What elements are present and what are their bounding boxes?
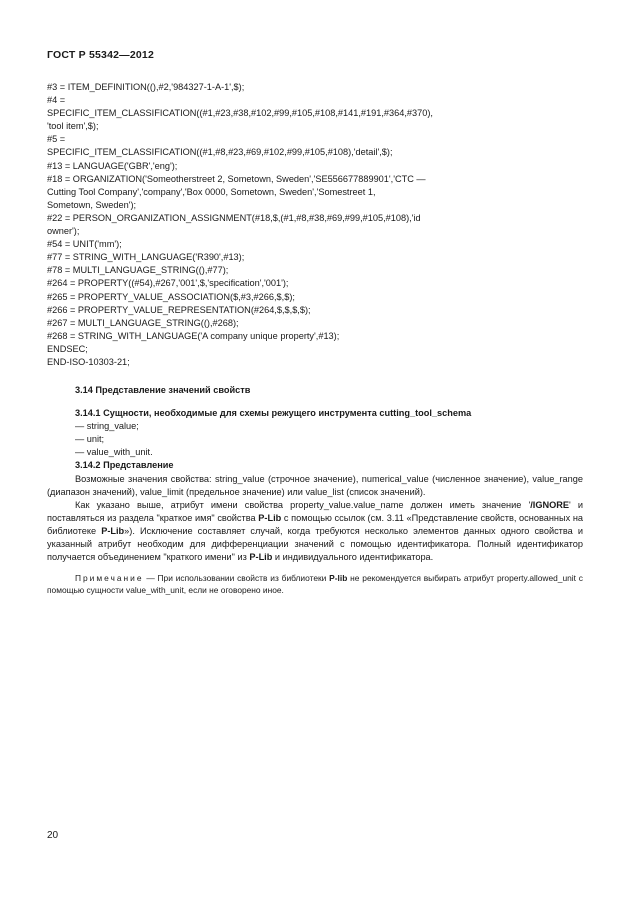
code-line: #265 = PROPERTY_VALUE_ASSOCIATION($,#3,#266,$,$);	[47, 291, 295, 302]
section-3-14-2-title: 3.14.2 Представление	[75, 460, 174, 471]
code-line: #77 = STRING_WITH_LANGUAGE('R390',#13);	[47, 252, 245, 263]
code-line: #78 = MULTI_LANGUAGE_STRING((),#77);	[47, 265, 229, 276]
section-3-14	[47, 384, 583, 596]
section-3-14-1-title: 3.14.1 Сущности, необходимые для схемы режущего инструмента cutting_tool_schema	[75, 408, 472, 419]
code-line: #18 = ORGANIZATION('Someotherstreet 2, Sometown, Sweden','SE556677889901','CTC —	[47, 173, 426, 184]
code-line: 'tool item',$);	[47, 121, 99, 132]
page-header: ГОСТ Р 55342—2012	[47, 49, 155, 61]
code-line: ENDSEC;	[47, 343, 88, 354]
code-line: #22 = PERSON_ORGANIZATION_ASSIGNMENT(#18,$,(#1,#8,#38,#69,#99,#105,#108),'id	[47, 212, 421, 223]
code-line: #264 = PROPERTY((#54),#267,'001',$,'specification','001');	[47, 278, 289, 289]
entity-item: — unit;	[75, 434, 105, 445]
code-line: #266 = PROPERTY_VALUE_REPRESENTATION(#264,$,$,$,$);	[47, 304, 311, 315]
code-line: #5 =	[47, 134, 66, 145]
code-line: #3 = ITEM_DEFINITION((),#2,'984327-1-A-1',$);	[47, 82, 245, 92]
page-number: 20	[47, 830, 59, 841]
code-listing	[47, 81, 587, 369]
section-3-14-title: 3.14 Представление значений свойств	[75, 385, 251, 395]
code-line: #13 = LANGUAGE('GBR','eng');	[47, 160, 178, 171]
code-line: END-ISO-10303-21;	[47, 356, 130, 367]
entity-item: — value_with_unit.	[75, 447, 153, 458]
code-line: SPECIFIC_ITEM_CLASSIFICATION((#1,#8,#23,#69,#102,#99,#105,#108),'detail',$);	[47, 147, 393, 158]
code-line: owner');	[47, 226, 80, 237]
entity-item: — string_value;	[75, 421, 139, 432]
code-line: Sometown, Sweden');	[47, 199, 137, 210]
code-line: #268 = STRING_WITH_LANGUAGE('A company unique property',#13);	[47, 330, 340, 341]
code-line: #4 =	[47, 95, 66, 106]
paragraph-value-name: Как указано выше, атрибут имени свойства property_value.value_name должен иметь значение '/IGNORE' и поставляться из раздела "краткое имя" свойства P-Lib с помощью ссылок (см. 3.11 «Представление свойств, основанных на библиотеке P-Lib»). Исключение составляет случай, когда требуются несколько элементов данных одного свойства и указанный атрибут необходим для дифференциации значений с помощью идентификатора. Полный идентификатор получается объединением "краткого имени" из P-Lib и индивидуального идентификатора.	[47, 499, 583, 563]
code-line: Cutting Tool Company','company','Box 0000, Sometown, Sweden','Somestreet 1,	[47, 186, 376, 197]
code-line: #267 = MULTI_LANGUAGE_STRING((),#268);	[47, 317, 239, 328]
paragraph-values: Возможные значения свойства: string_value (строчное значение), numerical_value (численное значение), value_range (диапазон значений), value_limit (предельное значение) или value_list (список значений).	[47, 473, 583, 497]
code-line: SPECIFIC_ITEM_CLASSIFICATION((#1,#23,#38,#102,#99,#105,#108,#141,#191,#364,#370),	[47, 108, 433, 119]
note: Примечание — При использовании свойств из библиотеки P-lib не рекомендуется выбирать атрибут property.allowed_unit с помощью сущности value_with_unit, если не оговорено иное.	[47, 573, 583, 596]
code-line: #54 = UNIT('mm');	[47, 239, 122, 250]
